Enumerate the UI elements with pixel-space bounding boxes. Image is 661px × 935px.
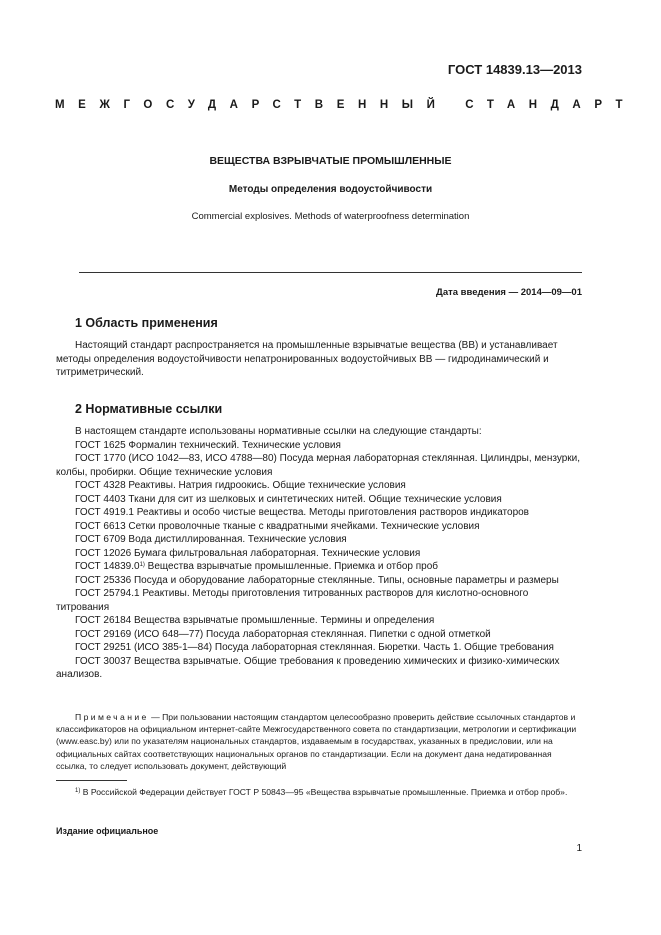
title-divider bbox=[79, 272, 582, 273]
reference-item: ГОСТ 4328 Реактивы. Натрия гидроокись. Общие технические условия bbox=[75, 480, 406, 491]
footnote-text: В Российской Федерации действует ГОСТ Р 50843—95 «Вещества взрывчатые промышленные. Приемка и отбор проб». bbox=[80, 787, 568, 797]
reference-item: ГОСТ 1770 (ИСО 1042—83, ИСО 4788—80) Посуда мерная лабораторная стеклянная. Цилиндры, мензурки, колбы, пробирки. Общие технические условия bbox=[56, 453, 581, 478]
reference-item: ГОСТ 29251 (ИСО 385-1—84) Посуда лабораторная стеклянная. Бюретки. Часть 1. Общие требования bbox=[75, 642, 554, 653]
section-2-heading: 2 Нормативные ссылки bbox=[75, 402, 223, 416]
document-subtitle: Методы определения водоустойчивости bbox=[228, 184, 433, 195]
note-paragraph bbox=[56, 711, 582, 772]
reference-item: ГОСТ 4403 Ткани для сит из шелковых и синтетических нитей. Общие технические условия bbox=[75, 493, 502, 505]
section-2-body bbox=[56, 425, 582, 682]
note-text: — При пользовании настоящим стандартом целесообразно проверить действие ссылочных стандартов и классификаторов на официальном интернет-сайте Межгосударственного совета по стандартизации, метрологии и сертификации (www.easc.by) или по указателям национальных стандартов, издаваемым в государствах, указанных в предисловии, или на официальных сайтах соответствующих национальных органов по стандартизации. Если на документ дана недатированная ссылка, то следует использовать документ, действующий bbox=[56, 712, 577, 771]
section-2-intro: В настоящем стандарте использованы нормативные ссылки на следующие стандарты: bbox=[75, 426, 482, 437]
reference-item: ГОСТ 26184 Вещества взрывчатые промышленные. Термины и определения bbox=[75, 615, 435, 626]
footnote-marker: 1) bbox=[139, 562, 145, 568]
footnote-block bbox=[56, 786, 582, 798]
reference-item: ГОСТ 6709 Вода дистиллированная. Технические условия bbox=[75, 534, 347, 545]
section-1-body bbox=[56, 339, 582, 380]
reference-item: ГОСТ 6613 Сетки проволочные тканые с квадратными ячейками. Технические условия bbox=[75, 520, 480, 532]
reference-item: ГОСТ 29169 (ИСО 648—77) Посуда лабораторная стеклянная. Пипетки с одной отметкой bbox=[75, 628, 491, 640]
reference-item: ГОСТ 4919.1 Реактивы и особо чистые вещества. Методы приготовления растворов индикаторов bbox=[75, 507, 529, 518]
document-title: ВЕЩЕСТВА ВЗРЫВЧАТЫЕ ПРОМЫШЛЕННЫЕ bbox=[209, 155, 452, 167]
section-1-text: Настоящий стандарт распространяется на промышленные взрывчатые вещества (ВВ) и устанавливает методы определения водоустойчивости непатронированных водоустойчивых ВВ — гидродинамический и титриметрический. bbox=[56, 340, 558, 378]
footnote-divider bbox=[56, 780, 127, 781]
standard-number: ГОСТ 14839.13—2013 bbox=[447, 62, 582, 77]
title-block bbox=[79, 155, 582, 222]
reference-code: ГОСТ 14839.0 bbox=[75, 561, 140, 572]
note-label: Примечание bbox=[75, 712, 149, 722]
reference-item: ГОСТ 12026 Бумага фильтровальная лабораторная. Технические условия bbox=[75, 547, 421, 559]
reference-item: ГОСТ 25336 Посуда и оборудование лабораторные стеклянные. Типы, основные параметры и размеры bbox=[75, 574, 559, 586]
page-number: 1 bbox=[576, 843, 582, 854]
section-1-heading: 1 Область применения bbox=[75, 316, 218, 330]
reference-item: ГОСТ 30037 Вещества взрывчатые. Общие требования к проведению химических и физико-химических анализов. bbox=[56, 655, 560, 680]
reference-title: Вещества взрывчатые промышленные. Приемка и отбор проб bbox=[144, 561, 439, 572]
footnote-marker: 1) bbox=[75, 788, 81, 794]
reference-item bbox=[56, 560, 582, 574]
note-block bbox=[56, 711, 582, 772]
reference-item: ГОСТ 1625 Формалин технический. Технические условия bbox=[75, 439, 341, 451]
intro-date: Дата введения — 2014—09—01 bbox=[436, 287, 582, 298]
footnote-paragraph bbox=[56, 786, 582, 798]
reference-item: ГОСТ 25794.1 Реактивы. Методы приготовления титрованных растворов для кислотно-основного титрования bbox=[56, 588, 529, 613]
edition-label: Издание официальное bbox=[56, 826, 159, 836]
standard-kind: МЕЖГОСУДАРСТВЕННЫЙ СТАНДАРТ bbox=[55, 99, 637, 111]
english-title: Commercial explosives. Methods of waterproofness determination bbox=[191, 211, 470, 222]
